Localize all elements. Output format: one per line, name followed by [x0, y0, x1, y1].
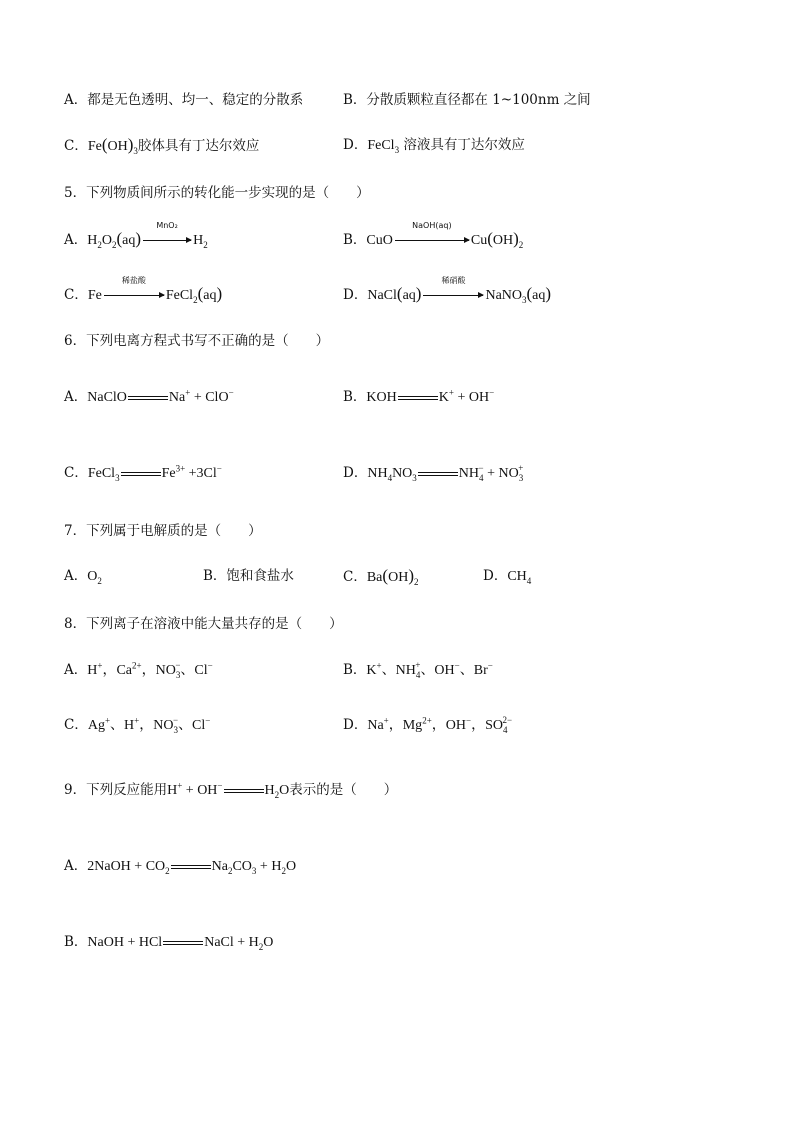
equals-sign	[398, 396, 438, 400]
ion-list: Ag+、H+，$NO_3^-$、Cl−	[87, 715, 211, 735]
q4-option-d	[343, 135, 525, 156]
q8-option-a	[64, 660, 213, 681]
ion-list: Na+，$Mg^{2+}$，OH−，$SO_4^{2-}$	[367, 715, 513, 735]
stem-text: 表示的是（ ）	[289, 782, 398, 798]
reaction-arrow	[395, 221, 469, 251]
option-letter: D．	[343, 717, 368, 733]
equation: CuO NaOH(aq) $Cu(OH)_2$	[366, 221, 524, 250]
q9-option-a	[64, 856, 296, 877]
option-letter: C．	[64, 717, 88, 733]
option-letter: A．	[64, 389, 88, 405]
arrow-condition: NaOH(aq)	[412, 221, 452, 230]
stem-text: 9．下列反应能用	[64, 782, 168, 798]
q6-stem: 6．下列电离方程式书写不正确的是（ ）	[64, 333, 330, 349]
formula: $Fe(OH)_3$	[87, 135, 138, 156]
q9-option-b	[64, 932, 273, 953]
equals-sign	[224, 789, 264, 793]
q9-stem	[64, 780, 397, 801]
option-letter: B．	[343, 662, 367, 678]
q8-option-d	[343, 715, 512, 736]
ion-list: H+，$Ca^{2+}$，$NO_3^-$、Cl−	[87, 660, 213, 680]
option-text: 溶液具有丁达尔效应	[399, 137, 525, 153]
formula: $Ba(OH)_2$	[366, 566, 419, 587]
formula: FeCl$_3$	[367, 138, 400, 155]
arrow-condition: 稀盐酸	[121, 276, 146, 285]
ion-list: K+、$NH_4^+$、OH−、Br−	[366, 660, 493, 680]
option-letter: A．	[64, 232, 88, 248]
equals-sign	[163, 941, 203, 945]
equals-sign	[128, 396, 168, 400]
option-letter: D．	[343, 465, 368, 481]
option-letter: B．	[64, 934, 88, 950]
q4-option-a: A．都是无色透明、均一、稳定的分散系	[64, 92, 304, 108]
q6-option-a	[64, 387, 234, 408]
q7-stem: 7．下列属于电解质的是（ ）	[64, 523, 262, 539]
equals-sign	[121, 472, 161, 476]
option-letter: B．	[343, 232, 367, 248]
q4-option-c	[64, 135, 259, 157]
equals-sign	[171, 865, 211, 869]
option-letter: C．	[64, 287, 88, 303]
option-letter: A．	[64, 568, 88, 584]
q7-option-a	[64, 566, 102, 587]
equation: NaClO Na+ + ClO−	[87, 387, 234, 405]
q7-option-c	[343, 566, 418, 588]
option-letter: B．	[343, 389, 367, 405]
q6-option-b	[343, 387, 494, 408]
option-letter: C．	[343, 569, 367, 585]
equation: FeCl$_3$ $Fe^{3+} +3Cl^-$	[87, 463, 222, 483]
q5-option-b	[343, 221, 524, 251]
q6-option-c	[64, 463, 222, 484]
equation: $H_2O_2(aq)$ MnO₂ $H_2$	[87, 221, 208, 250]
q5-option-d	[343, 276, 552, 306]
q8-option-c	[64, 715, 210, 736]
option-letter: D．	[483, 568, 508, 584]
option-letter: C．	[64, 465, 88, 481]
q7-option-d	[483, 566, 531, 587]
equation: NaCl(aq) 稀硝酸 NaNO$_3$(aq)	[367, 276, 552, 305]
equation: KOH K+ + OH−	[366, 387, 495, 405]
formula: $CH_4$	[507, 569, 532, 586]
equation: Fe 稀盐酸 FeCl$_2$(aq)	[87, 276, 223, 305]
option-letter: A．	[64, 662, 88, 678]
equation: $NH_4NO_3$ $NH_4^- + NO_3^+$	[367, 463, 524, 483]
q5-option-c	[64, 276, 223, 306]
equation: NaOH + HCl NaCl + $H_2O$	[87, 935, 274, 952]
option-letter: D．	[343, 287, 368, 303]
q8-stem: 8．下列离子在溶液中能大量共存的是（ ）	[64, 616, 343, 632]
option-letter: C．	[64, 138, 88, 154]
reaction-arrow	[423, 276, 483, 306]
equation: H+ + OH− $H_2O$	[167, 780, 290, 800]
equals-sign	[418, 472, 458, 476]
q5-stem: 5．下列物质间所示的转化能一步实现的是（ ）	[64, 185, 370, 201]
q7-option-b: B．饱和食盐水	[203, 568, 294, 584]
arrow-condition: MnO₂	[156, 221, 178, 230]
equation: 2NaOH + $CO_2$ $Na_2CO_3 + H_2O$	[87, 859, 297, 876]
q6-option-d	[343, 463, 523, 484]
formula: $O_2$	[87, 569, 102, 586]
arrow-condition: 稀硝酸	[441, 276, 466, 285]
q4-option-b: B．分散质颗粒直径都在 1~100nm 之间	[343, 92, 591, 108]
option-letter: D．	[343, 137, 368, 153]
reaction-arrow	[143, 221, 191, 251]
option-letter: A．	[64, 858, 88, 874]
q5-option-a	[64, 221, 208, 251]
reaction-arrow	[104, 276, 164, 306]
option-text: 胶体具有丁达尔效应	[137, 138, 260, 154]
q8-option-b	[343, 660, 493, 681]
